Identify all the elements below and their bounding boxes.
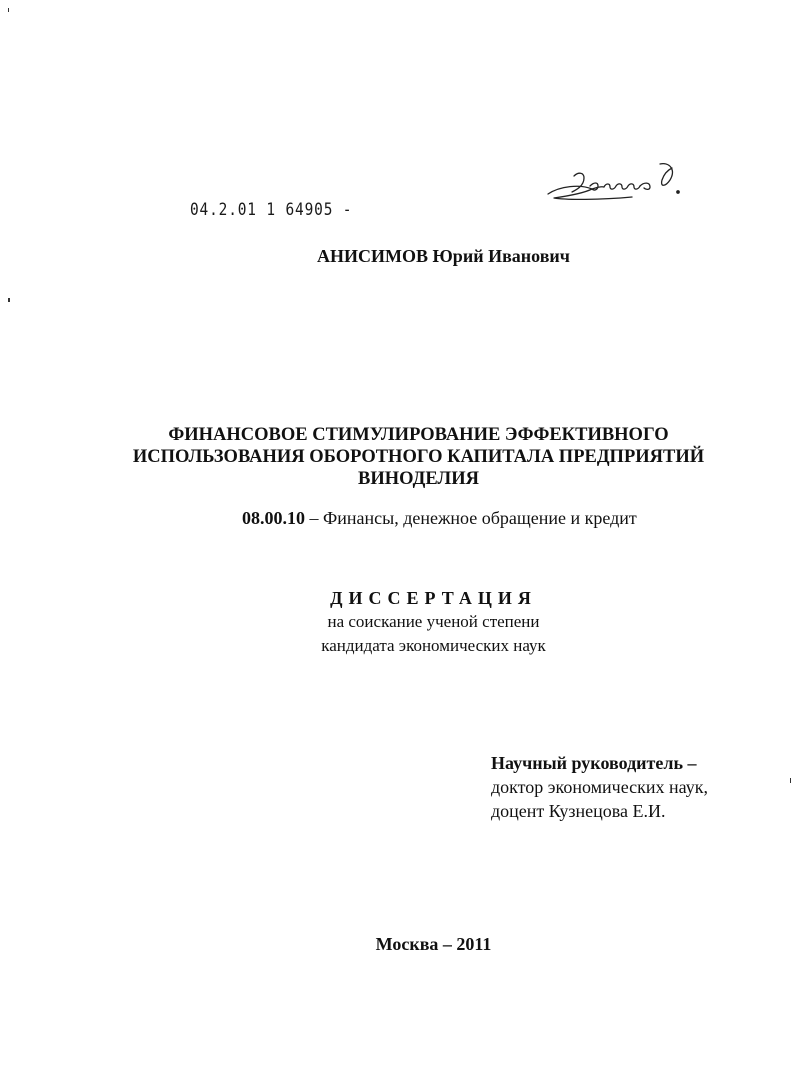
degree-line: кандидата экономических наук [321,636,546,655]
dissertation-heading: ДИССЕРТАЦИЯ [330,588,537,608]
archive-stamp: 04.2.01 1 64905 - [190,200,353,220]
scan-speck [8,8,9,12]
specialty-line [242,508,637,529]
scan-speck [8,298,10,302]
author-name: АНИСИМОВ Юрий Иванович [317,246,570,266]
title-line: ФИНАНСОВОЕ СТИМУЛИРОВАНИЕ ЭФФЕКТИВНОГО [168,425,669,445]
supervisor-heading: Научный руководитель – [491,753,697,773]
degree-line: на соискание ученой степени [327,612,540,631]
supervisor-name: доцент Кузнецова Е.И. [491,801,666,821]
supervisor-block [491,751,708,823]
specialty-text: – Финансы, денежное обращение и кредит [305,508,637,528]
specialty-code: 08.00.10 [242,508,305,528]
dissertation-title [0,424,797,490]
title-line: ИСПОЛЬЗОВАНИЯ ОБОРОТНОГО КАПИТАЛА ПРЕДПРИЯТИЙ [132,447,705,467]
signature-icon [540,156,700,216]
scan-speck [790,778,791,783]
supervisor-degree: доктор экономических наук, [491,777,708,797]
city-year: Москва – 2011 [375,934,492,954]
title-line: ВИНОДЕЛИЯ [358,469,479,489]
